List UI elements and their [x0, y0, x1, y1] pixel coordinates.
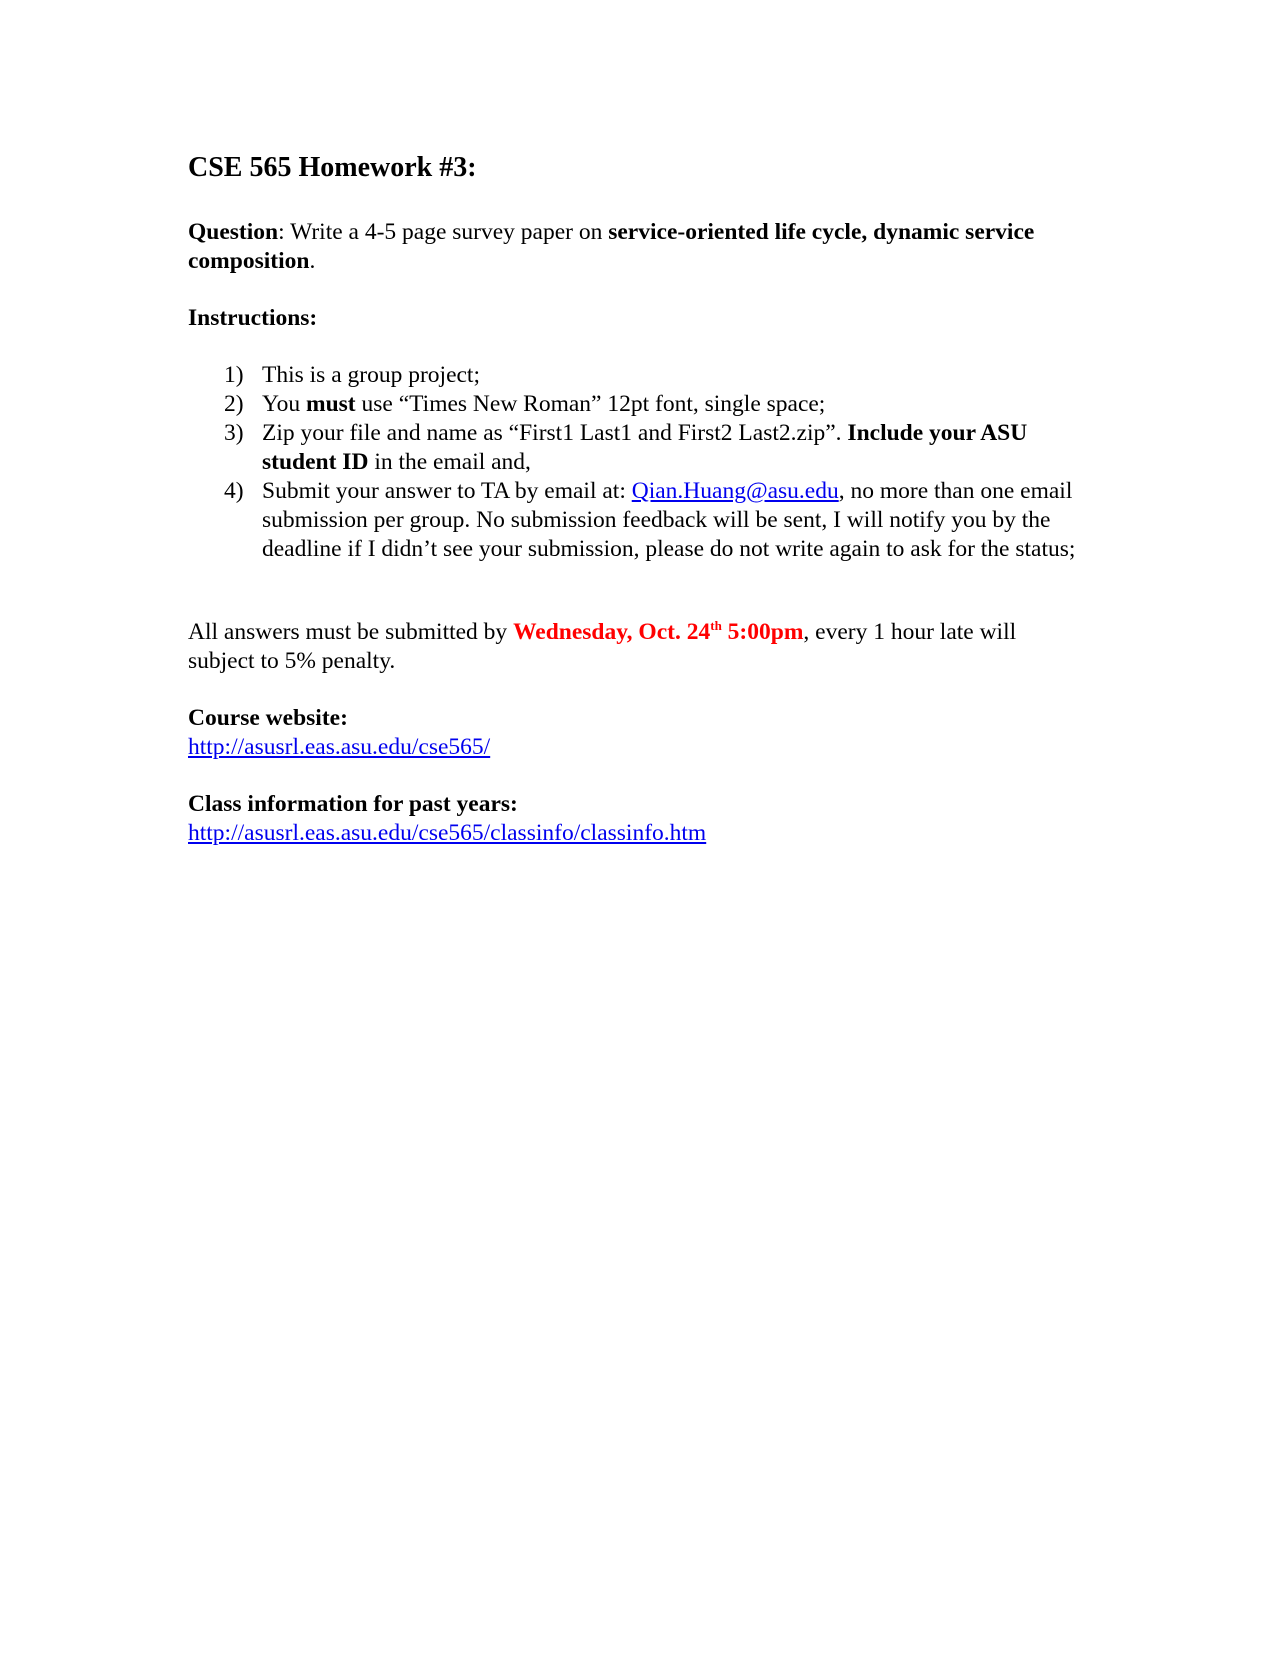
question-text: Write a 4-5 page survey paper on: [290, 219, 609, 245]
instructions-list: [188, 361, 1088, 564]
list-number: 3): [224, 420, 244, 446]
item-bold: Include your ASU student ID: [262, 420, 1028, 475]
item-text: in the email and,: [368, 449, 531, 475]
class-info-heading: Class information for past years:: [188, 791, 518, 817]
deadline-time: 5:00pm: [721, 619, 804, 645]
class-info-section: [188, 790, 1088, 848]
item-text: Zip your file and name as “First1 Last1 and First2 Last2.zip”.: [262, 420, 848, 446]
instructions-heading: [188, 304, 1088, 333]
course-website-heading: Course website:: [188, 705, 348, 731]
item-text: use “Times New Roman” 12pt font, single space;: [355, 391, 826, 417]
question-paragraph: [188, 218, 1088, 276]
list-item: [188, 361, 1088, 390]
item-text: , no more than one email submission per group. No submission feedback will be sent, I will notify you by the deadline if I didn’t see your submission, please do not write again to ask for the status;: [262, 478, 1076, 562]
question-label: Question: [188, 219, 279, 245]
document-title: [188, 151, 1088, 185]
question-topic: service-oriented life cycle, dynamic service composition: [188, 219, 1035, 274]
item-text: You: [262, 391, 306, 417]
list-number: 4): [224, 478, 244, 504]
instructions-heading-text: Instructions:: [188, 305, 318, 331]
class-info-link[interactable]: http://asusrl.eas.asu.edu/cse565/classinfo/classinfo.htm: [188, 820, 707, 846]
course-website-section: [188, 704, 1088, 762]
ta-email-link[interactable]: Qian.Huang@asu.edu: [631, 478, 839, 504]
deadline-sup: th: [710, 618, 722, 633]
title: CSE 565 Homework #3:: [188, 152, 477, 183]
course-website-link[interactable]: http://asusrl.eas.asu.edu/cse565/: [188, 734, 491, 760]
list-number: 2): [224, 391, 244, 417]
deadline-date: Wednesday, Oct. 24: [513, 619, 711, 645]
item-text: Submit your answer to TA by email at:: [262, 478, 632, 504]
deadline-paragraph: [188, 618, 1088, 676]
list-item: [188, 477, 1088, 564]
item-bold: must: [306, 391, 356, 417]
deadline-pre: All answers must be submitted by: [188, 619, 514, 645]
list-item: [188, 390, 1088, 419]
list-number: 1): [224, 362, 244, 388]
question-sep: :: [278, 219, 291, 245]
list-item: [188, 419, 1088, 477]
item-text: This is a group project;: [262, 362, 480, 388]
deadline-post: , every 1 hour late will subject to 5% penalty.: [188, 619, 1017, 674]
question-end: .: [309, 248, 316, 274]
